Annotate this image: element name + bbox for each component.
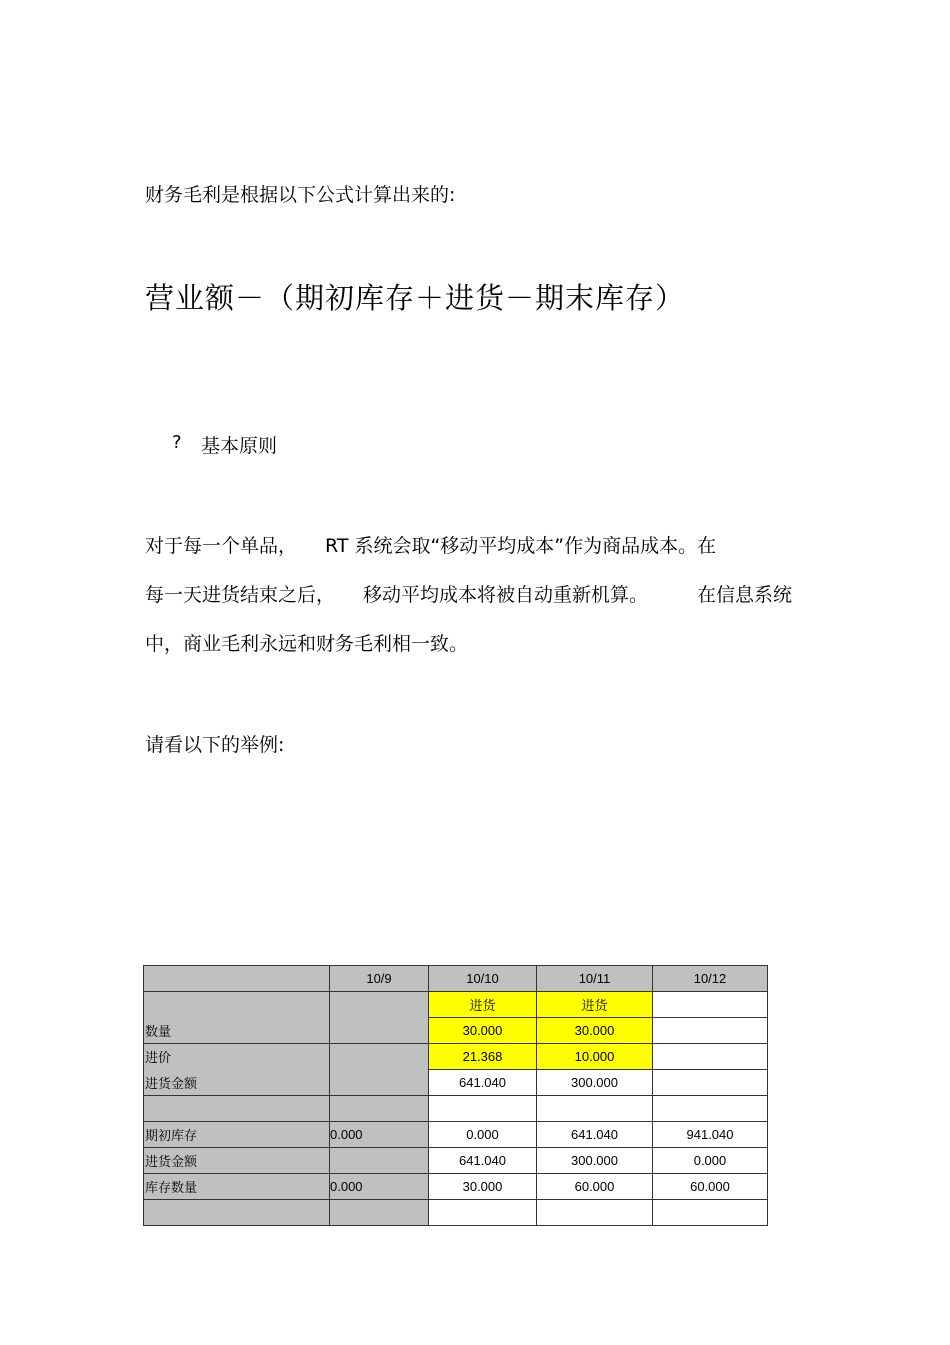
header-cell-date: 10/11 (537, 966, 653, 992)
stock-qty-value: 60.000 (653, 1174, 768, 1200)
opening-value: 0.000 (429, 1122, 537, 1148)
table-row (144, 1174, 768, 1200)
purchase-amount-value: 300.000 (537, 1148, 653, 1174)
table-cell (653, 992, 768, 1018)
qty-value: 30.000 (537, 1018, 653, 1044)
label-cell (144, 992, 330, 1018)
table-cell (653, 1044, 768, 1070)
table-cell (653, 1070, 768, 1096)
opening-value: 641.040 (537, 1122, 653, 1148)
label-cell (330, 1200, 429, 1226)
price-value: 21.368 (429, 1044, 537, 1070)
table-row (144, 992, 768, 1018)
table-cell (429, 1200, 537, 1226)
example-intro: 请看以下的举例: (145, 734, 285, 756)
table-row (144, 1148, 768, 1174)
body-line-2c: 在信息系统 (697, 584, 793, 606)
row-label-opening: 期初库存 (144, 1122, 330, 1148)
table-cell (653, 1018, 768, 1044)
stock-qty-value: 60.000 (537, 1174, 653, 1200)
section-heading: 基本原则 (201, 435, 278, 457)
opening-value: 941.040 (653, 1122, 768, 1148)
body-line-1a: 对于每一个单品， (145, 535, 298, 557)
table-cell (537, 1200, 653, 1226)
label-cell (330, 1148, 429, 1174)
qty-value: 30.000 (429, 1018, 537, 1044)
bullet-marker: ? (172, 432, 182, 453)
row-label-amount: 进货金额 (144, 1070, 330, 1096)
table-header-row (144, 966, 768, 992)
stock-qty-value: 0.000 (330, 1174, 429, 1200)
stock-qty-value: 30.000 (429, 1174, 537, 1200)
opening-value: 0.000 (330, 1122, 429, 1148)
label-cell (330, 1096, 429, 1122)
table-row (144, 1096, 768, 1122)
table-row (144, 1044, 768, 1070)
purchase-amount-value: 0.000 (653, 1148, 768, 1174)
row-label-purchase-amount: 进货金额 (144, 1148, 330, 1174)
table-cell (653, 1200, 768, 1226)
body-line-2b: 移动平均成本将被自动重新机算。 (363, 584, 649, 606)
row-label-qty: 数量 (144, 1018, 330, 1044)
header-cell-date: 10/10 (429, 966, 537, 992)
formula: 营业额－（期初库存＋进货－期末库存） (145, 281, 686, 315)
price-value: 10.000 (537, 1044, 653, 1070)
amount-value: 641.040 (429, 1070, 537, 1096)
intro-paragraph: 财务毛利是根据以下公式计算出来的: (145, 184, 456, 206)
label-cell (330, 1044, 429, 1070)
header-cell-date: 10/12 (653, 966, 768, 992)
row-label-stock-qty: 库存数量 (144, 1174, 330, 1200)
header-cell-blank (144, 966, 330, 992)
table-row (144, 1018, 768, 1044)
label-cell (330, 1018, 429, 1044)
label-cell (330, 1070, 429, 1096)
table-row (144, 1070, 768, 1096)
table-row (144, 1122, 768, 1148)
purchase-tag: 进货 (537, 992, 653, 1018)
body-line-3: 中，商业毛利永远和财务毛利相一致。 (145, 633, 469, 655)
table-row (144, 1200, 768, 1226)
label-cell (144, 1096, 330, 1122)
table-cell (653, 1096, 768, 1122)
header-cell-date: 10/9 (330, 966, 429, 992)
label-cell (330, 992, 429, 1018)
amount-value: 300.000 (537, 1070, 653, 1096)
table-cell (537, 1096, 653, 1122)
body-line-1b: RT 系统会取“移动平均成本”作为商品成本。在 (325, 535, 717, 557)
body-line-2a: 每一天进货结束之后， (145, 584, 336, 606)
label-cell (144, 1200, 330, 1226)
purchase-amount-value: 641.040 (429, 1148, 537, 1174)
table-cell (429, 1096, 537, 1122)
row-label-price: 进价 (144, 1044, 330, 1070)
purchase-tag: 进货 (429, 992, 537, 1018)
inventory-table (143, 965, 768, 1226)
